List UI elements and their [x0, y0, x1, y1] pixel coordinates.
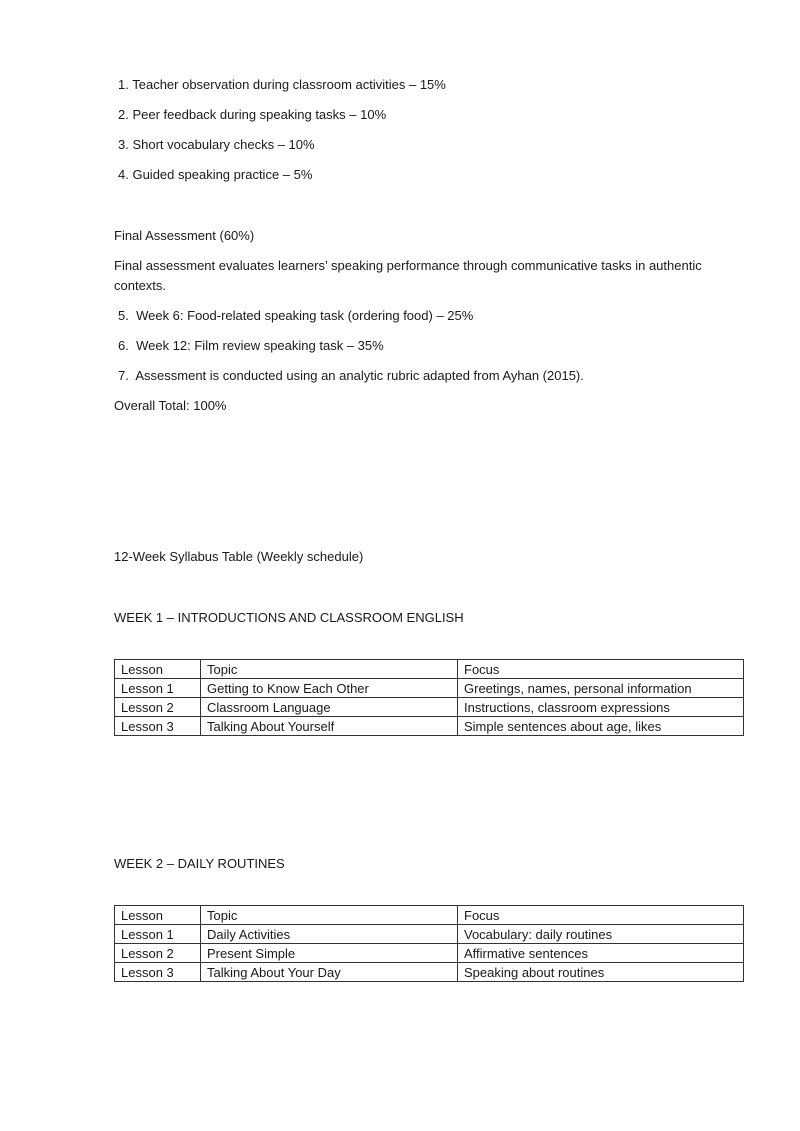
table-header-row — [115, 660, 744, 679]
table-cell: Lesson 2 — [115, 698, 201, 717]
table-cell: Lesson 1 — [115, 925, 201, 944]
final-assessment-heading: Final Assessment (60%) — [114, 228, 255, 243]
list-text: Peer feedback during speaking tasks – 10% — [132, 107, 387, 122]
week-2-table — [114, 905, 744, 982]
list-number: 5. — [118, 308, 129, 323]
list-item — [118, 338, 384, 353]
table-cell: Daily Activities — [201, 925, 458, 944]
table-cell: Vocabulary: daily routines — [458, 925, 744, 944]
table-row — [115, 717, 744, 736]
header-cell: Lesson — [115, 906, 201, 925]
list-text: Week 12: Film review speaking task – 35% — [136, 338, 384, 353]
list-number: 3. — [118, 137, 129, 152]
list-number: 1. — [118, 77, 129, 92]
table-cell: Lesson 3 — [115, 963, 201, 982]
list-text: Guided speaking practice – 5% — [132, 167, 313, 182]
table-header-row — [115, 906, 744, 925]
week-heading: WEEK 2 – DAILY ROUTINES — [114, 856, 285, 871]
table-row — [115, 679, 744, 698]
table-cell: Talking About Yourself — [201, 717, 458, 736]
table-cell: Speaking about routines — [458, 963, 744, 982]
table-row — [115, 925, 744, 944]
list-number: 7. — [118, 368, 129, 383]
table-cell: Lesson 1 — [115, 679, 201, 698]
table-cell: Classroom Language — [201, 698, 458, 717]
list-item — [118, 77, 446, 92]
header-cell: Focus — [458, 660, 744, 679]
week-heading: WEEK 1 – INTRODUCTIONS AND CLASSROOM ENGLISH — [114, 610, 464, 625]
table-cell: Talking About Your Day — [201, 963, 458, 982]
table-cell: Lesson 2 — [115, 944, 201, 963]
syllabus-title: 12-Week Syllabus Table (Weekly schedule) — [114, 549, 364, 564]
table-row — [115, 963, 744, 982]
table-row — [115, 944, 744, 963]
week-1-table — [114, 659, 744, 736]
list-text: Teacher observation during classroom activities – 15% — [132, 77, 446, 92]
table-cell: Present Simple — [201, 944, 458, 963]
list-number: 2. — [118, 107, 129, 122]
header-cell: Topic — [201, 660, 458, 679]
final-assessment-description: Final assessment evaluates learners’ speaking performance through communicative tasks in authentic — [114, 258, 702, 273]
list-text: Short vocabulary checks – 10% — [132, 137, 315, 152]
list-item — [118, 107, 386, 122]
table-cell: Greetings, names, personal information — [458, 679, 744, 698]
table-cell: Simple sentences about age, likes — [458, 717, 744, 736]
list-item — [118, 167, 312, 182]
table-cell: Lesson 3 — [115, 717, 201, 736]
header-cell: Topic — [201, 906, 458, 925]
list-item — [118, 308, 473, 323]
final-assessment-description-cont: contexts. — [114, 278, 167, 293]
header-cell: Focus — [458, 906, 744, 925]
list-text: Assessment is conducted using an analytic rubric adapted from Ayhan (2015). — [135, 368, 584, 383]
list-number: 4. — [118, 167, 129, 182]
list-item — [118, 137, 315, 152]
table-cell: Affirmative sentences — [458, 944, 744, 963]
list-number: 6. — [118, 338, 129, 353]
overall-total: Overall Total: 100% — [114, 398, 227, 413]
table-cell: Getting to Know Each Other — [201, 679, 458, 698]
table-cell: Instructions, classroom expressions — [458, 698, 744, 717]
list-item — [118, 368, 584, 383]
header-cell: Lesson — [115, 660, 201, 679]
table-row — [115, 698, 744, 717]
list-text: Week 6: Food-related speaking task (ordering food) – 25% — [136, 308, 474, 323]
